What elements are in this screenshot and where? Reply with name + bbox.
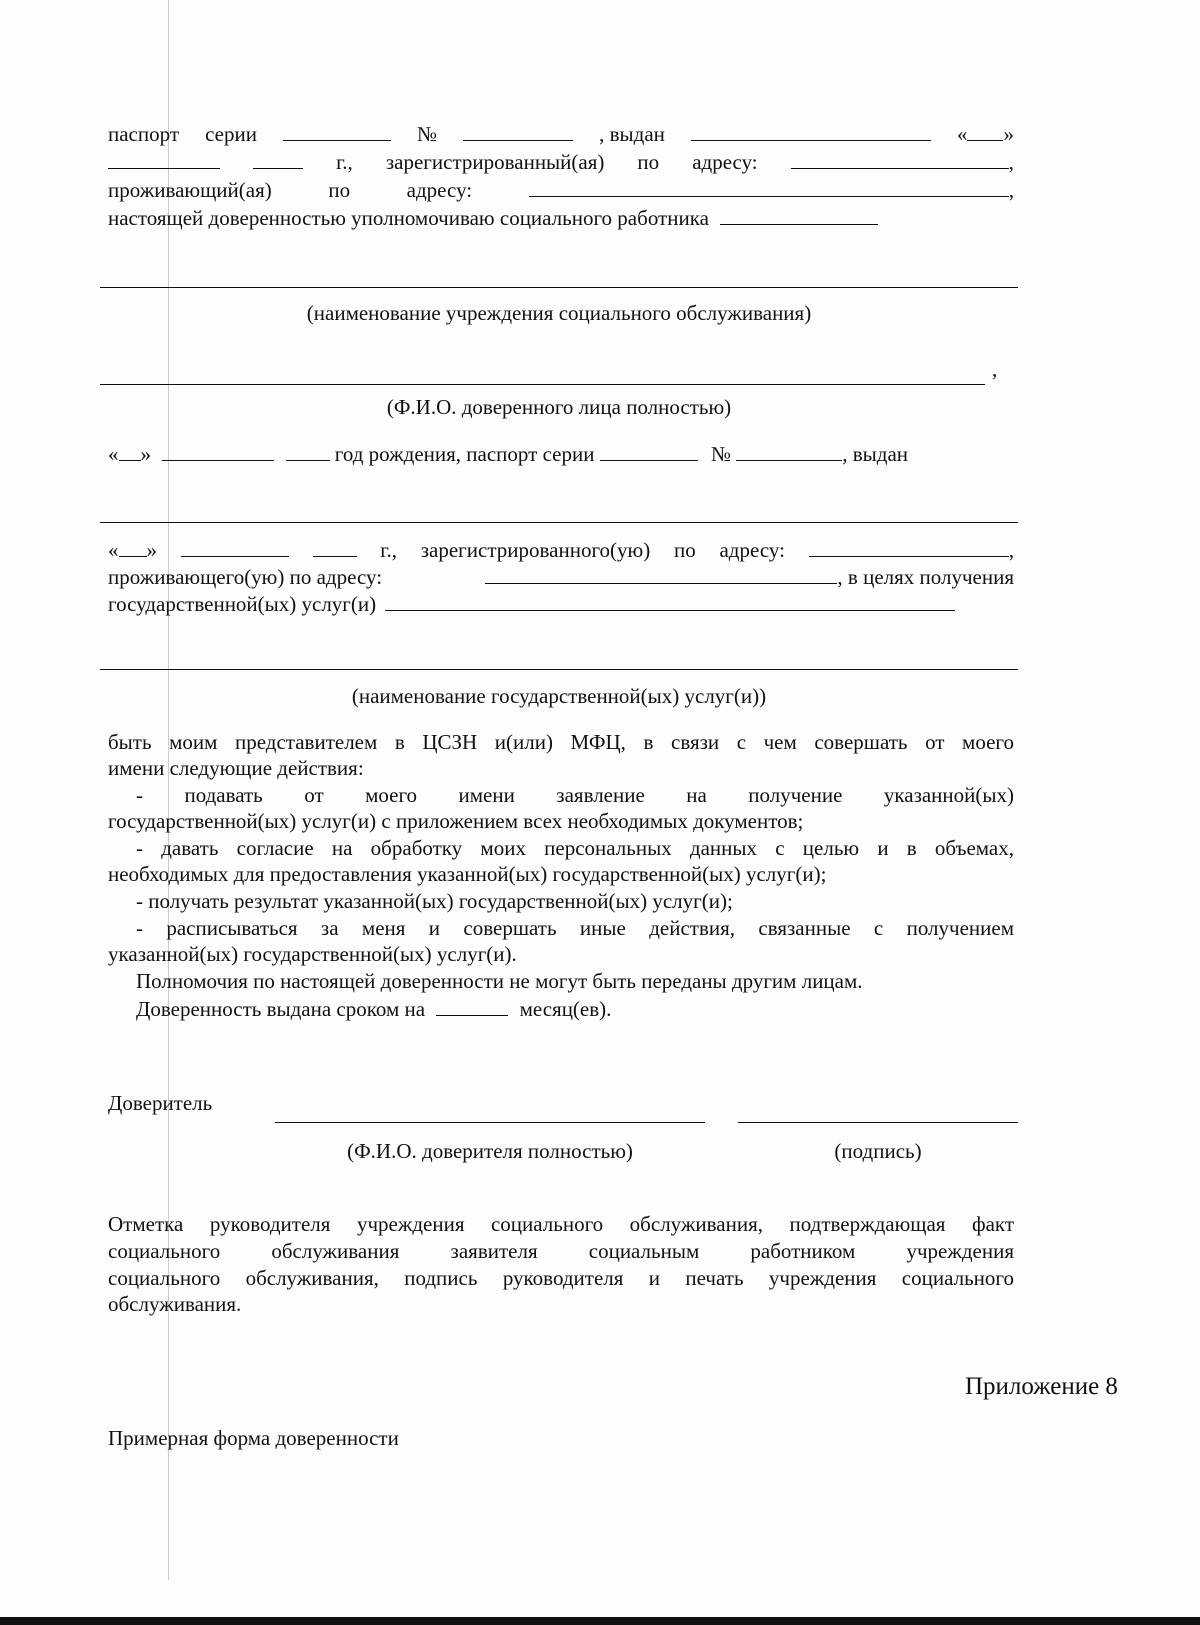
authorization-text: настоящей доверенностью уполномочиваю социального работника: [108, 206, 709, 230]
mark-line-2: социального обслуживания заявителя социальным работником учреждения: [108, 1239, 1014, 1263]
issued-word: , выдан: [599, 122, 665, 146]
trustee-number-blank[interactable]: [736, 440, 842, 461]
comma: ,: [1008, 538, 1014, 562]
appendix-title: Приложение 8: [965, 1373, 1118, 1400]
mark-line-4: обслуживания.: [108, 1292, 242, 1316]
quote-open: «: [108, 442, 119, 466]
bullet-3: - получать результат указанной(ых) государственной(ых) услуг(и);: [136, 889, 733, 913]
at-word: по: [637, 150, 660, 174]
passport-line-2: [108, 148, 1014, 175]
quote-close: »: [140, 442, 151, 466]
services-caption: (наименование государственной(ых) услуг(и)): [351, 684, 767, 708]
services-name-line[interactable]: [100, 669, 1018, 670]
bullet-4-line2: указанной(ых) государственной(ых) услуг(и).: [108, 942, 517, 966]
mark-line-1: Отметка руководителя учреждения социального обслуживания, подтверждающая факт: [108, 1212, 1014, 1236]
issue-year-blank[interactable]: [253, 148, 303, 169]
issue-month-blank[interactable]: [108, 148, 220, 169]
year-abbr: г.,: [336, 150, 353, 174]
bullet-1-line1: - подавать от моего имени заявление на получение указанной(ых): [136, 783, 1014, 807]
trustee-issue-year-blank[interactable]: [313, 536, 357, 557]
principal-fio-caption: (Ф.И.О. доверителя полностью): [347, 1139, 633, 1163]
form-title: Примерная форма доверенности: [108, 1426, 399, 1450]
birth-year-blank[interactable]: [286, 440, 330, 461]
bullet-1-line2: государственной(ых) услуг(и) с приложением всех необходимых документов;: [108, 809, 804, 833]
trustee-registration-blank[interactable]: [809, 536, 1009, 557]
address-word: адресу:: [692, 150, 758, 174]
months-blank[interactable]: [436, 995, 508, 1016]
residence-address-blank[interactable]: [529, 176, 1009, 197]
issue-day-blank[interactable]: [967, 120, 1003, 141]
services-blank[interactable]: [385, 590, 955, 611]
quote-open: «: [108, 538, 119, 562]
passport-series-blank[interactable]: [283, 120, 391, 141]
signature-caption: (подпись): [834, 1139, 922, 1163]
trustee-residence-blank[interactable]: [485, 563, 837, 584]
comma: ,: [1008, 150, 1014, 174]
bullet-4-line1: - расписываться за меня и совершать иные действия, связанные с получением: [136, 916, 1014, 940]
comma: ,: [1008, 178, 1014, 202]
issued-by-blank[interactable]: [691, 120, 931, 141]
trustee-line-3: [108, 563, 1014, 590]
number-sign: №: [417, 122, 438, 146]
quote-close: »: [1003, 122, 1014, 146]
body-p1-line1: быть моим представителем в ЦСЗН и(или) МФЦ, в связи с чем совершать от моего: [108, 730, 1014, 754]
months-text: месяц(ев).: [519, 997, 612, 1021]
address-word: адресу:: [719, 538, 785, 562]
address-word: адресу:: [406, 178, 473, 202]
principal-label: Доверитель: [108, 1091, 213, 1115]
registered-word: зарегистрированного(ую): [420, 538, 651, 562]
bullet-2-line2: необходимых для предоставления указанной(ых) государственной(ых) услуг(и);: [108, 862, 827, 886]
at-word: по: [673, 538, 696, 562]
comma: ,: [992, 357, 998, 381]
scan-edge: [0, 1617, 1200, 1625]
issued-word: , выдан: [842, 442, 909, 466]
trustee-fio-caption: (Ф.И.О. доверенного лица полностью): [386, 395, 732, 419]
principal-fio-line[interactable]: [275, 1122, 705, 1123]
birth-month-blank[interactable]: [162, 440, 274, 461]
mark-line-3: социального обслуживания, подпись руководителя и печать учреждения социального: [108, 1266, 1014, 1290]
trustee-issue-month-blank[interactable]: [181, 536, 289, 557]
trustee-series-blank[interactable]: [600, 440, 698, 461]
trustee-line-1: [108, 440, 908, 467]
year-abbr: г.,: [380, 538, 397, 562]
institution-caption: (наименование учреждения социального обслуживания): [306, 301, 812, 325]
trustee-issued-by-line[interactable]: [100, 522, 1018, 523]
number-sign: №: [710, 442, 731, 466]
trustee-issue-day-blank[interactable]: [119, 536, 147, 557]
series-word: серии: [205, 122, 257, 146]
birth-day-blank[interactable]: [119, 440, 141, 461]
validity-line: [136, 995, 611, 1022]
registration-address-blank[interactable]: [791, 148, 1009, 169]
trustee-line-4: [108, 590, 955, 617]
passport-word: паспорт: [108, 122, 180, 146]
trustee-fio-line[interactable]: [100, 384, 985, 385]
social-worker-blank[interactable]: [720, 204, 878, 225]
body-p1-line2: имени следующие действия:: [108, 756, 364, 780]
at-word: по: [328, 178, 351, 202]
residing-word: проживающий(ая): [108, 178, 272, 202]
bullet-2-line1: - давать согласие на обработку моих персональных данных с целью и в объемах,: [136, 836, 1014, 860]
trustee-line-2: [108, 536, 1014, 563]
trustee-residing-text: проживающего(ую) по адресу:: [108, 565, 383, 589]
validity-text: Доверенность выдана сроком на: [136, 997, 426, 1021]
principal-signature-line[interactable]: [738, 1122, 1018, 1123]
passport-line-1: [108, 120, 1014, 147]
powers-statement: Полномочия по настоящей доверенности не могут быть переданы другим лицам.: [136, 969, 863, 993]
quote-close: »: [146, 538, 157, 562]
passport-number-blank[interactable]: [463, 120, 573, 141]
birth-passport-text: год рождения, паспорт серии: [334, 442, 595, 466]
institution-name-line[interactable]: [100, 287, 1018, 288]
quote-open: «: [956, 122, 968, 146]
passport-line-3: [108, 176, 1014, 203]
registered-word: зарегистрированный(ая): [385, 150, 605, 174]
services-text: государственной(ых) услуг(и): [108, 592, 377, 616]
authorization-line: [108, 204, 878, 231]
purpose-text: , в целях получения: [837, 565, 1014, 589]
